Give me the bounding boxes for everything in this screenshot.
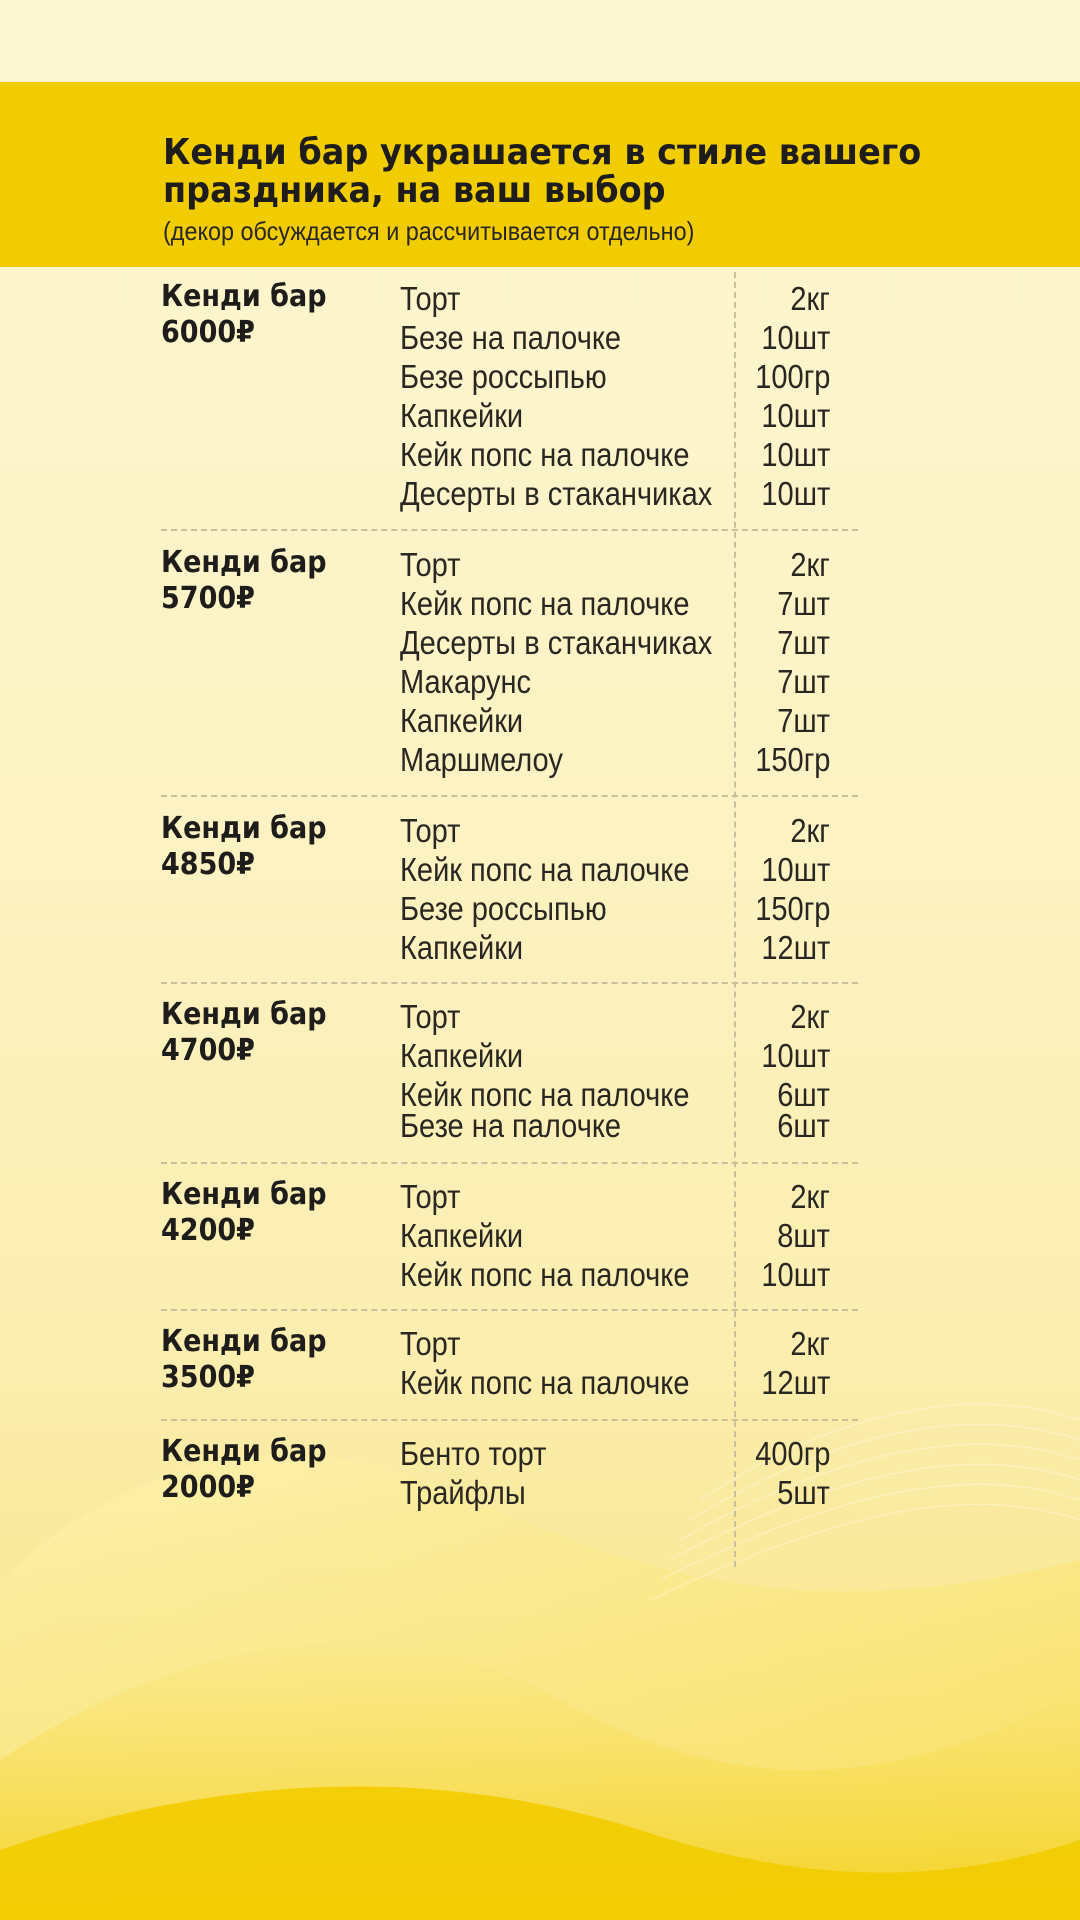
item-row (400, 1075, 840, 1113)
item-row (400, 318, 840, 357)
item-name: Торт (400, 812, 461, 849)
item-name: Кейк попс на палочке (400, 1364, 690, 1401)
item-row (400, 740, 840, 779)
package-price: 4850₽ (161, 847, 255, 882)
item-row (400, 701, 840, 740)
item-quantity: 400гр (754, 1435, 830, 1472)
item-row (400, 1255, 840, 1294)
package-separator (161, 529, 858, 531)
package-items (400, 811, 840, 967)
item-quantity: 7шт (777, 663, 830, 700)
item-row (400, 396, 840, 435)
package-price: 4200₽ (161, 1213, 255, 1248)
package-name: Кенди бар (161, 1434, 327, 1469)
item-name: Кейк попс на палочке (400, 1256, 690, 1293)
item-name: Безе на палочке (400, 1107, 622, 1144)
package-price: 3500₽ (161, 1360, 255, 1395)
item-row (400, 997, 840, 1036)
item-name: Капкейки (400, 929, 524, 966)
item-name: Маршмелоу (400, 741, 563, 778)
item-quantity: 10шт (761, 1037, 830, 1074)
item-name: Кейк попс на палочке (400, 1076, 690, 1113)
package-title (161, 279, 327, 351)
package-items (400, 1324, 840, 1402)
package-price: 5700₽ (161, 581, 255, 616)
item-name: Кейк попс на палочке (400, 436, 690, 473)
item-quantity: 10шт (761, 319, 830, 356)
package-title (161, 1324, 327, 1396)
item-quantity: 10шт (761, 475, 830, 512)
item-quantity: 10шт (761, 397, 830, 434)
item-name: Торт (400, 546, 461, 583)
item-row (400, 1177, 840, 1216)
item-name: Капкейки (400, 397, 524, 434)
item-row (400, 1473, 840, 1512)
item-quantity: 100гр (754, 358, 830, 395)
package-price: 2000₽ (161, 1470, 255, 1505)
item-name: Торт (400, 1178, 461, 1215)
item-quantity: 2кг (790, 998, 830, 1035)
item-name: Кейк попс на палочке (400, 851, 690, 888)
item-row (400, 889, 840, 928)
item-quantity: 6шт (777, 1076, 830, 1113)
package-title (161, 1177, 327, 1249)
package-separator (161, 795, 858, 797)
item-name: Десерты в стаканчиках (400, 624, 713, 661)
package-price: 6000₽ (161, 315, 255, 350)
package-name: Кенди бар (161, 279, 327, 314)
item-quantity: 150гр (754, 741, 830, 778)
item-quantity: 7шт (777, 702, 830, 739)
item-row (400, 584, 840, 623)
package-title (161, 811, 327, 883)
title-line-1: Кенди бар украшается в стиле вашего (163, 132, 922, 173)
item-name: Безе россыпью (400, 890, 607, 927)
item-name: Безе на палочке (400, 319, 622, 356)
item-name: Макарунс (400, 663, 532, 700)
item-row (400, 357, 840, 396)
package-name: Кенди бар (161, 1177, 327, 1212)
item-row (400, 1324, 840, 1363)
item-name: Торт (400, 280, 461, 317)
item-row (400, 850, 840, 889)
package-name: Кенди бар (161, 1324, 327, 1359)
package-items (400, 1434, 840, 1512)
item-row (400, 623, 840, 662)
package-items (400, 1177, 840, 1294)
item-row (400, 435, 840, 474)
item-quantity: 6шт (777, 1107, 830, 1144)
title-line-2: праздника, на ваш выбор (163, 170, 666, 211)
item-row (400, 1363, 840, 1402)
item-quantity: 2кг (790, 1178, 830, 1215)
item-quantity: 2кг (790, 546, 830, 583)
package-title (161, 1434, 327, 1506)
item-name: Безе россыпью (400, 358, 607, 395)
package-separator (161, 1419, 858, 1421)
item-name: Десерты в стаканчиках (400, 475, 713, 512)
item-row (400, 928, 840, 967)
item-quantity: 10шт (761, 851, 830, 888)
item-name: Торт (400, 998, 461, 1035)
package-items (400, 545, 840, 779)
item-name: Трайфлы (400, 1474, 526, 1511)
package-name: Кенди бар (161, 811, 327, 846)
item-row (400, 1106, 840, 1145)
package-items (400, 997, 840, 1145)
item-quantity: 2кг (790, 280, 830, 317)
item-name: Кейк попс на палочке (400, 585, 690, 622)
package-separator (161, 1162, 858, 1164)
item-name: Торт (400, 1325, 461, 1362)
item-name: Бенто торт (400, 1435, 547, 1472)
item-name: Капкейки (400, 702, 524, 739)
item-row (400, 1036, 840, 1075)
package-name: Кенди бар (161, 545, 327, 580)
package-separator (161, 982, 858, 984)
item-row (400, 474, 840, 513)
item-quantity: 12шт (761, 929, 830, 966)
package-separator (161, 1309, 858, 1311)
package-price: 4700₽ (161, 1033, 255, 1068)
package-title (161, 997, 327, 1069)
item-quantity: 7шт (777, 624, 830, 661)
decor-note: (декор обсуждается и рассчитывается отдельно) (163, 216, 695, 246)
item-quantity: 8шт (777, 1217, 830, 1254)
package-items (400, 279, 840, 513)
item-quantity: 2кг (790, 812, 830, 849)
item-row (400, 545, 840, 584)
item-row (400, 811, 840, 850)
item-name: Капкейки (400, 1037, 524, 1074)
item-quantity: 5шт (777, 1474, 830, 1511)
item-row (400, 279, 840, 318)
item-quantity: 10шт (761, 436, 830, 473)
item-name: Капкейки (400, 1217, 524, 1254)
item-row (400, 1216, 840, 1255)
item-quantity: 12шт (761, 1364, 830, 1401)
item-quantity: 2кг (790, 1325, 830, 1362)
package-title (161, 545, 327, 617)
item-quantity: 7шт (777, 585, 830, 622)
item-row (400, 662, 840, 701)
item-row (400, 1434, 840, 1473)
item-quantity: 150гр (754, 890, 830, 927)
item-quantity: 10шт (761, 1256, 830, 1293)
package-name: Кенди бар (161, 997, 327, 1032)
